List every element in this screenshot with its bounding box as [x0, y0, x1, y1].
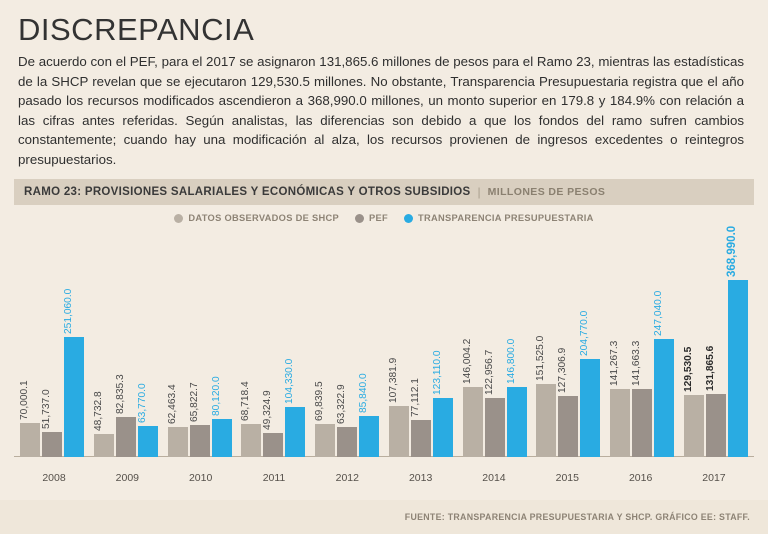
- bar-group: [610, 229, 674, 457]
- lede-paragraph: De acuerdo con el PEF, para el 2017 se asignaron 131,865.6 millones de pesos para el Ramo 23, mientras las estadísticas de la SHCP revelan que se ejecutaron 129,530.5 millones. No obstante, Transparencia Presupuestaria registra que el año pasado los recursos modificados ascendieron a 368,990.0 millones, un monto superior en 179.8 y 184.9% con relación a las cifras antes referidas. Según analistas, las diferencias son debido a que los fondos del ramo sufren cambios constantemente; cuando hay una modificación al alza, los recursos provienen de ingresos excedentes o reintegros presupuestarios.: [18, 54, 744, 167]
- bar-pef-2009: [114, 374, 136, 457]
- bar-value-label: 85,840.0: [358, 373, 370, 413]
- bar-value-label: 63,770.0: [136, 383, 148, 424]
- bar-group: [20, 229, 84, 457]
- bar-pef-2013: [409, 378, 431, 457]
- legend-item-shcp: [174, 213, 339, 223]
- bar-value-label: 123,110.0: [431, 350, 443, 396]
- bar-value-label: 65,822.7: [188, 382, 200, 423]
- chart-plot-area: [14, 226, 754, 457]
- bar-tp-2015: [579, 310, 600, 457]
- chart-legend: [0, 213, 768, 223]
- bar-group: [463, 229, 527, 457]
- chart-banner-separator: |: [477, 185, 481, 199]
- bar-value-label: 146,004.2: [461, 338, 473, 385]
- bar-value-label: 62,463.4: [166, 384, 178, 425]
- x-tick-2012: 2012: [335, 472, 359, 484]
- legend-swatch-pef: [355, 214, 364, 223]
- bar-value-label: 204,770.0: [579, 310, 591, 356]
- source-note: FUENTE: TRANSPARENCIA PRESUPUESTARIA Y SHCP. GRÁFICO EE: STAFF.: [404, 512, 750, 522]
- bar-tp-2017: [725, 226, 748, 457]
- bar-shcp-2014: [461, 338, 483, 457]
- bar-group: [389, 229, 453, 457]
- bar-value-label: 51,737.0: [41, 389, 52, 430]
- bar-value-label: 131,865.6: [704, 345, 716, 391]
- chart-banner-title: RAMO 23: PROVISIONES SALARIALES Y ECONÓMICAS Y OTROS SUBSIDIOS: [24, 186, 471, 198]
- bar-value-label: 251,060.0: [63, 288, 74, 334]
- bar-group: [315, 229, 379, 457]
- bar-pef-2012: [336, 384, 357, 457]
- bar-shcp-2013: [387, 357, 409, 457]
- bar-pef-2010: [188, 382, 210, 457]
- bar-tp-2013: [431, 350, 453, 457]
- bar-shcp-2016: [609, 341, 630, 457]
- chart-banner-units: MILLONES DE PESOS: [487, 186, 606, 198]
- x-tick-2015: 2015: [555, 472, 579, 484]
- x-tick-2008: 2008: [42, 472, 66, 484]
- bar-tp-2012: [358, 373, 379, 457]
- page-title: DISCREPANCIA: [18, 12, 255, 47]
- bar-group: [94, 229, 158, 457]
- x-tick-2013: 2013: [408, 472, 433, 484]
- legend-label-shcp: DATOS OBSERVADOS DE SHCP: [188, 213, 340, 223]
- bar-shcp-2011: [240, 381, 261, 457]
- bar-tp-2009: [136, 383, 158, 457]
- bar-pef-2016: [631, 340, 652, 457]
- x-tick-2010: 2010: [188, 472, 213, 484]
- bar-value-label: 63,322.9: [336, 384, 348, 424]
- bar-value-label: 146,800.0: [505, 338, 517, 384]
- bar-group: [536, 229, 600, 457]
- legend-label-tp: TRANSPARENCIA PRESUPUESTARIA: [418, 213, 594, 223]
- bar-tp-2014: [505, 338, 527, 457]
- x-tick-2011: 2011: [262, 472, 286, 484]
- bar-value-label: 107,381.9: [387, 357, 399, 403]
- bar-shcp-2008: [19, 380, 40, 457]
- bar-value-label: 141,663.3: [631, 340, 643, 387]
- legend-swatch-tp: [404, 214, 413, 223]
- bar-value-label: 70,000.1: [19, 380, 30, 421]
- bar-value-label: 127,306.9: [557, 347, 569, 394]
- bar-pef-2011: [262, 390, 283, 457]
- x-axis-labels: [14, 467, 754, 484]
- x-tick-2016: 2016: [628, 472, 653, 484]
- bar-group: [168, 229, 232, 457]
- bar-pef-2008: [41, 389, 62, 457]
- bar-shcp-2017: [682, 346, 704, 457]
- legend-item-pef: [355, 213, 388, 223]
- bar-group: [241, 229, 305, 457]
- bar-shcp-2009: [92, 391, 114, 457]
- bar-chart: [14, 226, 754, 467]
- bar-value-label: 48,732.8: [92, 391, 104, 431]
- bar-value-label: 129,530.5: [682, 346, 694, 392]
- bar-value-label: 80,120.0: [210, 375, 222, 416]
- bar-tp-2008: [63, 288, 84, 457]
- legend-swatch-shcp: [174, 214, 183, 223]
- bar-value-label: 141,267.3: [609, 341, 621, 387]
- x-tick-2014: 2014: [482, 472, 506, 484]
- bar-value-label: 122,956.7: [483, 349, 495, 396]
- bar-pef-2017: [704, 345, 726, 457]
- bar-tp-2010: [210, 375, 232, 457]
- bar-value-label: 77,112.1: [409, 378, 421, 418]
- bar-group: [682, 226, 748, 457]
- bar-tp-2011: [284, 358, 305, 457]
- bar-value-label: 49,324.9: [262, 390, 274, 431]
- bar-value-label: 368,990.0: [725, 226, 738, 278]
- bar-value-label: 151,525.0: [535, 336, 547, 382]
- bar-shcp-2012: [314, 380, 335, 457]
- bar-pef-2015: [557, 347, 578, 457]
- bar-pef-2014: [483, 349, 505, 457]
- x-tick-2017: 2017: [702, 472, 726, 484]
- bar-value-label: 82,835.3: [114, 374, 126, 415]
- bar-tp-2016: [653, 290, 674, 457]
- bar-value-label: 104,330.0: [284, 358, 296, 405]
- bar-shcp-2010: [166, 384, 188, 457]
- bar-shcp-2015: [535, 336, 556, 457]
- legend-label-pef: PEF: [369, 213, 389, 223]
- x-tick-2009: 2009: [115, 472, 139, 484]
- bar-value-label: 69,839.5: [314, 380, 326, 421]
- chart-banner: [14, 179, 754, 205]
- bar-value-label: 247,040.0: [653, 290, 665, 336]
- legend-item-tp: [404, 213, 594, 223]
- bar-value-label: 68,718.4: [240, 381, 252, 422]
